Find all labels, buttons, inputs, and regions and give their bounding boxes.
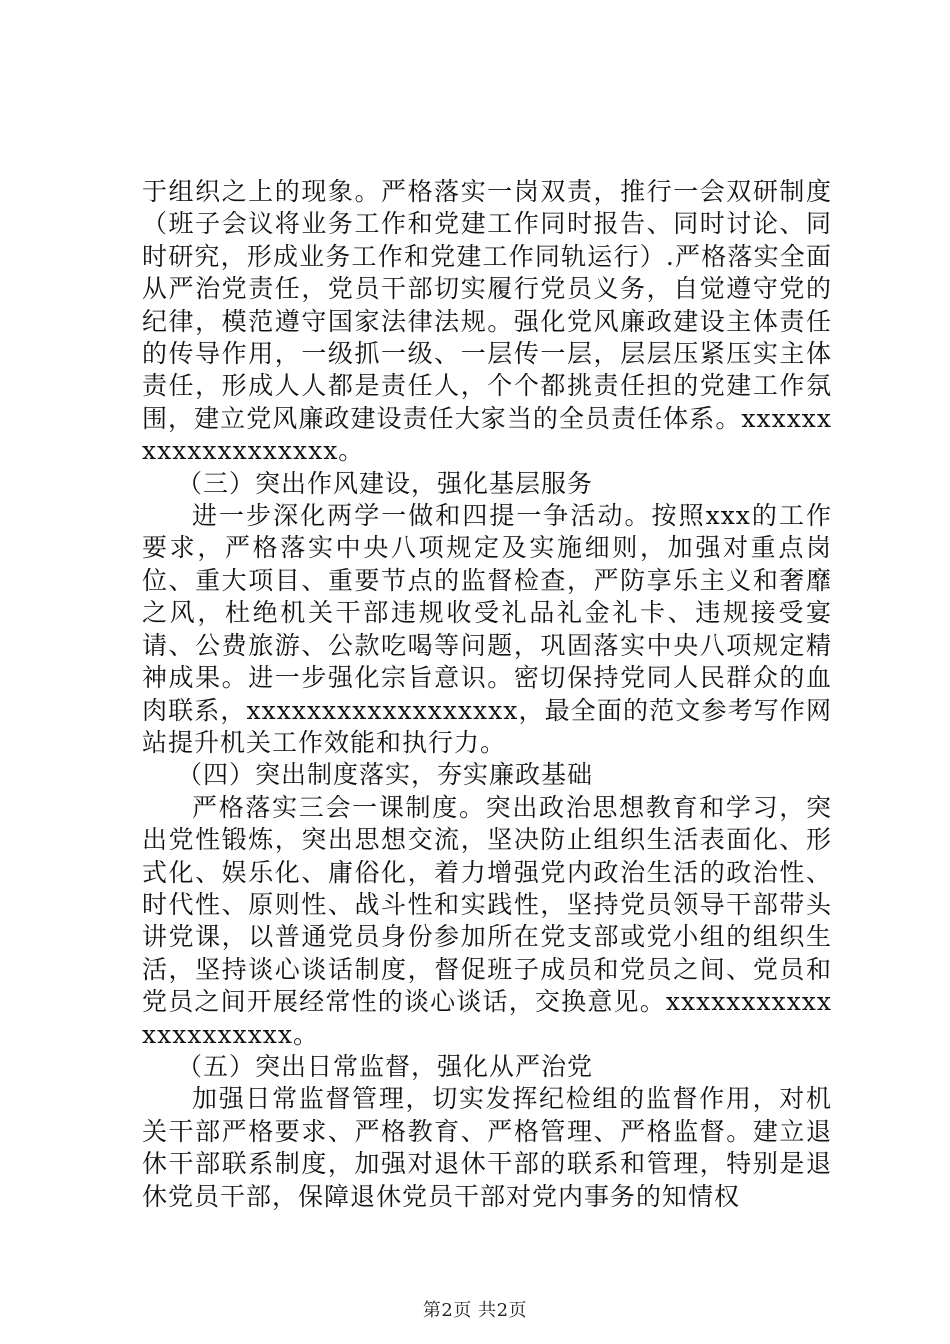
paragraph-work-style: 进一步深化两学一做和四提一争活动。按照xxx的工作要求，严格落实中央八项规定及实施细则，加强对重点岗位、重大项目、重要节点的监督检查，严防享乐主义和奢靡之风，杜绝机关干部违规收受礼品礼金礼卡、违规接受宴请、公费旅游、公款吃喝等问题，巩固落实中央八项规定精神成果。进一步强化宗旨意识。密切保持党同人民群众的血肉联系，xxxxxxxxxxxxxxxxxx，最全面的范文参考写作网站提升机关工作效能和执行力。 [142,501,832,757]
page-footer: 第2页 共2页 [422,1300,528,1321]
section-heading-3: （三）突出作风建设，强化基层服务 [177,468,594,498]
section-heading-4: （四）突出制度落实，夯实廉政基础 [177,760,594,790]
paragraph-daily-supervision: 加强日常监督管理，切实发挥纪检组的监督作用，对机关干部严格要求、严格教育、严格管理、严格监督。建立退休干部联系制度，加强对退休干部的联系和管理，特别是退休党员干部，保障退休党员干部对党内事务的知情权 [142,1084,832,1211]
section-heading-5: （五）突出日常监督，强化从严治党 [177,1051,594,1081]
paragraph-responsibility: 于组织之上的现象。严格落实一岗双责，推行一会双研制度（班子会议将业务工作和党建工作同时报告、同时讨论、同时研究，形成业务工作和党建工作同轨运行）.严格落实全面从严治党责任，党员干部切实履行党员义务，自觉遵守党的纪律，模范遵守国家法律法规。强化党风廉政建设主体责任的传导作用，一级抓一级、一层传一层，层层压紧压实主体责任，形成人人都是责任人，个个都挑责任担的党建工作氛围，建立党风廉政建设责任大家当的全员责任体系。xxxxxxxxxxxxxxxxxxx。 [142,177,832,466]
paragraph-system-implementation: 严格落实三会一课制度。突出政治思想教育和学习，突出党性锻炼，突出思想交流，坚决防止组织生活表面化、形式化、娱乐化、庸俗化，着力增强党内政治生活的政治性、时代性、原则性、战斗性和实践性，坚持党员领导干部带头讲党课，以普通党员身份参加所在党支部或党小组的组织生活，坚持谈心谈话制度，督促班子成员和党员之间、党员和党员之间开展经常性的谈心谈话，交换意见。xxxxxxxxxxxxxxxxxxxxx。 [142,792,832,1049]
document-body [142,176,832,1213]
